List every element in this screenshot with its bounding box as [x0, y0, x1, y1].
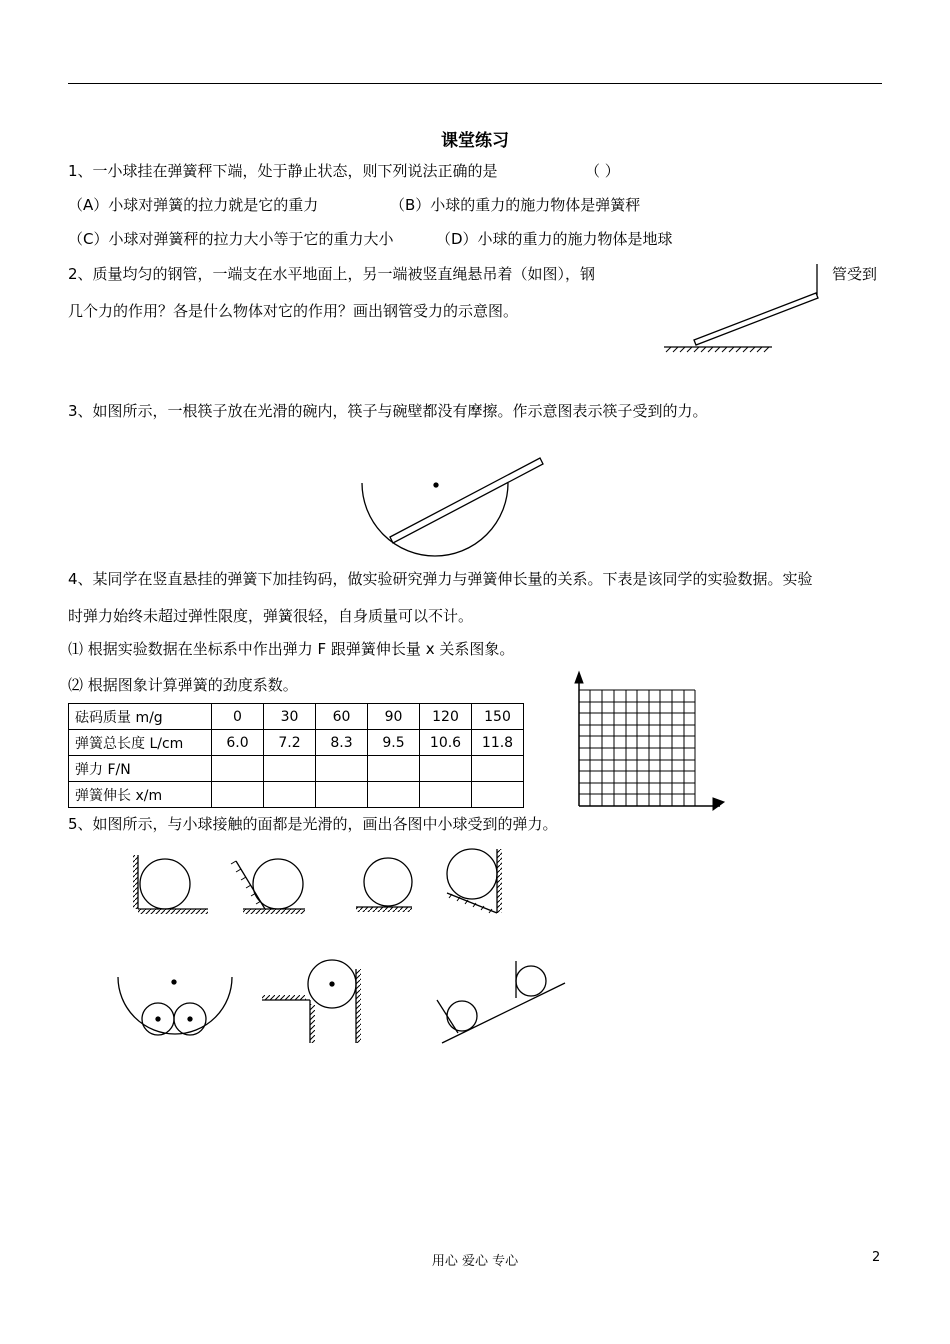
q1-answer-bracket: （ ）: [585, 162, 620, 180]
table-cell: 30: [264, 704, 316, 730]
chopstick: [390, 458, 543, 543]
ground-hatch: [666, 347, 769, 352]
ball: [364, 858, 412, 906]
ball: [140, 859, 190, 909]
table-row-label: 弹簧伸长 x/m: [69, 782, 212, 808]
q4-sub-1: ⑴ 根据实验数据在坐标系中作出弹力 F 跟弹簧伸长量 x 关系图象。: [68, 640, 515, 658]
q4-line-1: 4、某同学在竖直悬挂的弹簧下加挂钩码，做实验研究弹力与弹簧伸长量的关系。下表是该同学的实验数据。实验: [68, 570, 813, 588]
q5-text: 5、如图所示，与小球接触的面都是光滑的，画出各图中小球受到的弹力。: [68, 815, 558, 833]
grid-lines: [579, 690, 695, 806]
q4-coordinate-grid: [575, 672, 724, 810]
table-cell: 150: [472, 704, 524, 730]
incline: [442, 983, 565, 1043]
page-number: 2: [872, 1250, 881, 1265]
table-cell: 8.3: [316, 730, 368, 756]
x-axis-arrow-icon: [713, 798, 724, 810]
q1-option-d: （D）小球的重力的施力物体是地球: [436, 230, 673, 248]
steel-pipe: [694, 293, 818, 345]
page-footer: 用心 爱心 专心: [431, 1254, 519, 1269]
q2-steel-pipe-diagram: [664, 264, 818, 352]
q2-line-2: 几个力的作用？各是什么物体对它的作用？画出钢管受力的示意图。: [68, 302, 519, 320]
page-title: 课堂练习: [441, 131, 509, 151]
table-cell: 60: [316, 704, 368, 730]
q1-option-c: （C）小球对弹簧秤的拉力大小等于它的重力大小: [68, 230, 394, 248]
ball-upper: [516, 966, 546, 996]
table-cell: 120: [420, 704, 472, 730]
q5-figure-6: [262, 960, 361, 1043]
ball-lower: [447, 1001, 477, 1031]
q4-sub-2: ⑵ 根据图象计算弹簧的劲度系数。: [68, 676, 298, 694]
q3-text: 3、如图所示，一根筷子放在光滑的碗内，筷子与碗壁都没有摩擦。作示意图表示筷子受到的力。: [68, 402, 708, 420]
q4-line-2: 时弹力始终未超过弹性限度，弹簧很轻，自身质量可以不计。: [68, 607, 474, 625]
table-cell: 9.5: [368, 730, 420, 756]
table-cell: 6.0: [212, 730, 264, 756]
table-row-label: 弹簧总长度 L/cm: [69, 730, 212, 756]
q5-figure-1: [133, 855, 208, 914]
table-cell: 90: [368, 704, 420, 730]
q1-option-a: （A）小球对弹簧的拉力就是它的重力: [68, 196, 319, 214]
y-axis-arrow-icon: [575, 672, 583, 683]
q5-figure-5: [118, 977, 232, 1035]
table-cell: 7.2: [264, 730, 316, 756]
ball: [447, 849, 497, 899]
table-row-label: 弹力 F/N: [69, 756, 212, 782]
table-cell: 10.6: [420, 730, 472, 756]
q2-line-1-tail: 管受到: [832, 265, 878, 283]
bowl-center-dot: [434, 483, 438, 487]
q2-line-1: 2、质量均匀的钢管，一端支在水平地面上，另一端被竖直绳悬吊着（如图），钢: [68, 265, 596, 283]
q1-stem: 1、一小球挂在弹簧秤下端，处于静止状态，则下列说法正确的是: [68, 162, 498, 180]
table-row-label: 砝码质量 m/g: [69, 704, 212, 730]
q1-option-b: （B）小球的重力的施力物体是弹簧秤: [390, 196, 641, 214]
ball: [253, 859, 303, 909]
q5-figure-7: [437, 961, 565, 1043]
q5-figure-2: [231, 859, 305, 914]
q5-figure-3: [356, 858, 412, 912]
q5-figure-4: [447, 849, 502, 913]
table-cell: 11.8: [472, 730, 524, 756]
q3-bowl-diagram: [362, 458, 543, 556]
table-cell: 0: [212, 704, 264, 730]
